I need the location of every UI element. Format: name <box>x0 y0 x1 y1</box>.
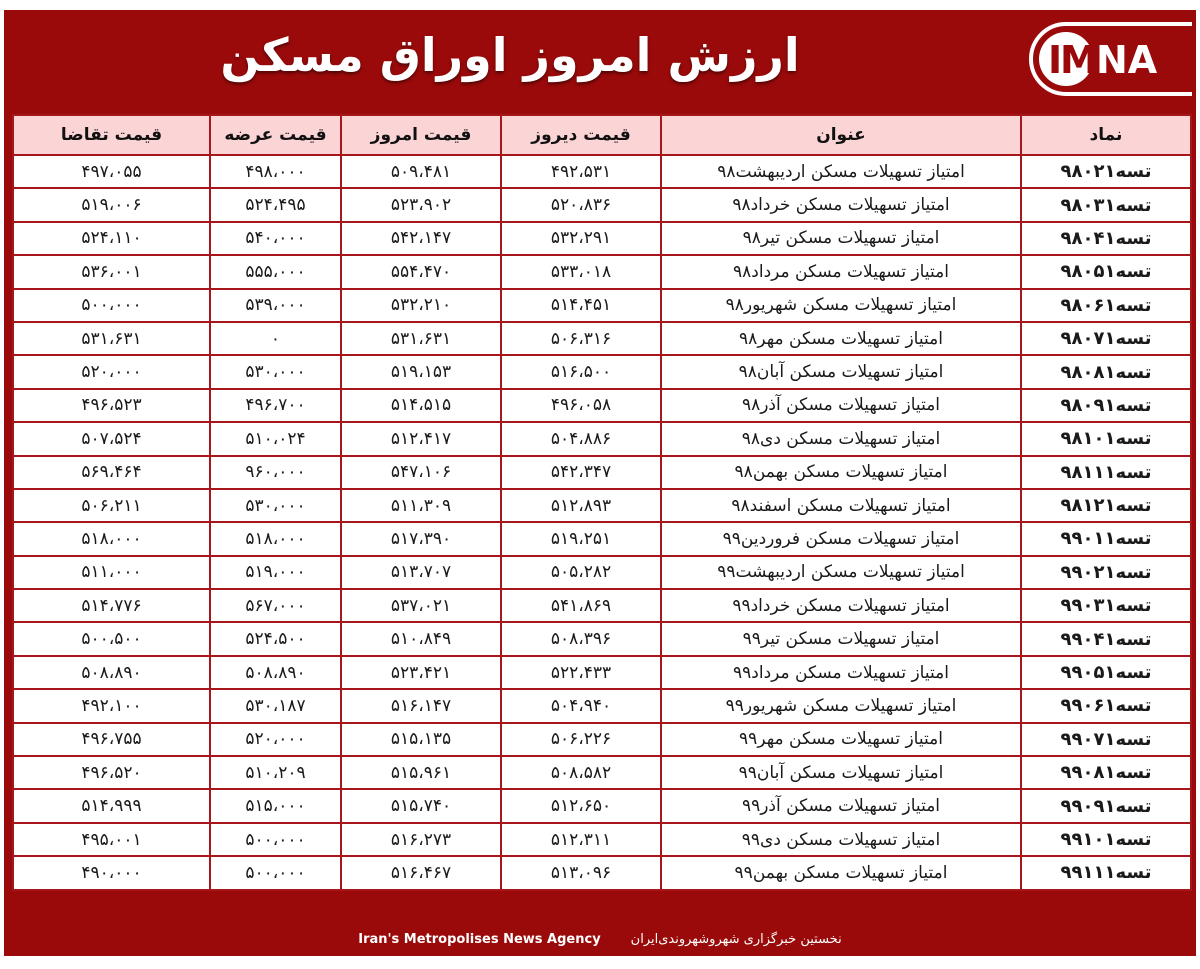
cell-symbol: تسه۹۸۰۸۱ <box>1021 355 1191 388</box>
cell-offer-price: ۵۲۴،۴۹۵ <box>210 188 341 221</box>
cell-bid-price: ۵۰۶،۲۱۱ <box>13 489 210 522</box>
table-row <box>13 522 1191 555</box>
svg-text:I: I <box>1048 38 1063 82</box>
cell-bid-price: ۵۶۹،۴۶۴ <box>13 456 210 489</box>
table-body <box>13 155 1191 890</box>
cell-bid-price: ۵۰۷،۵۲۴ <box>13 422 210 455</box>
infographic-frame <box>4 10 1196 956</box>
cell-symbol: تسه۹۸۰۲۱ <box>1021 155 1191 188</box>
table-row <box>13 289 1191 322</box>
cell-bid-price: ۵۱۴،۹۹۹ <box>13 789 210 822</box>
cell-offer-price: ۵۰۰،۰۰۰ <box>210 823 341 856</box>
svg-text:NA: NA <box>1096 38 1158 82</box>
table-row <box>13 188 1191 221</box>
cell-offer-price: ۴۹۸،۰۰۰ <box>210 155 341 188</box>
cell-bid-price: ۴۹۷،۰۵۵ <box>13 155 210 188</box>
cell-yesterday-price: ۵۰۵،۲۸۲ <box>501 556 661 589</box>
cell-offer-price: ۵۱۵،۰۰۰ <box>210 789 341 822</box>
cell-title: امتیاز تسهیلات مسکن بهمن۹۹ <box>661 856 1021 889</box>
cell-title: امتیاز تسهیلات مسکن مرداد۹۸ <box>661 255 1021 288</box>
table-row <box>13 789 1191 822</box>
cell-offer-price: ۵۱۹،۰۰۰ <box>210 556 341 589</box>
cell-today-price: ۵۱۶،۱۴۷ <box>341 689 501 722</box>
cell-yesterday-price: ۵۳۳،۰۱۸ <box>501 255 661 288</box>
cell-symbol: تسه۹۹۰۷۱ <box>1021 723 1191 756</box>
cell-offer-price: ۵۱۰،۰۲۴ <box>210 422 341 455</box>
cell-title: امتیاز تسهیلات مسکن آذر۹۸ <box>661 389 1021 422</box>
cell-title: امتیاز تسهیلات مسکن اردیبهشت۹۹ <box>661 556 1021 589</box>
cell-title: امتیاز تسهیلات مسکن اسفند۹۸ <box>661 489 1021 522</box>
cell-symbol: تسه۹۸۱۲۱ <box>1021 489 1191 522</box>
cell-yesterday-price: ۵۰۸،۳۹۶ <box>501 622 661 655</box>
cell-today-price: ۵۱۲،۴۱۷ <box>341 422 501 455</box>
bond-price-table <box>12 114 1192 891</box>
table-row <box>13 355 1191 388</box>
footer-english: Iran's Metropolises News Agency <box>358 931 601 947</box>
table-row <box>13 589 1191 622</box>
table-row <box>13 856 1191 889</box>
cell-yesterday-price: ۵۰۶،۳۱۶ <box>501 322 661 355</box>
cell-bid-price: ۵۲۰،۰۰۰ <box>13 355 210 388</box>
cell-offer-price: ۵۱۰،۲۰۹ <box>210 756 341 789</box>
cell-yesterday-price: ۵۱۹،۲۵۱ <box>501 522 661 555</box>
cell-title: امتیاز تسهیلات مسکن شهریور۹۹ <box>661 689 1021 722</box>
cell-offer-price: ۵۳۰،۰۰۰ <box>210 489 341 522</box>
cell-symbol: تسه۹۸۱۱۱ <box>1021 456 1191 489</box>
cell-title: امتیاز تسهیلات مسکن دی۹۹ <box>661 823 1021 856</box>
cell-yesterday-price: ۵۱۲،۳۱۱ <box>501 823 661 856</box>
cell-today-price: ۵۰۹،۴۸۱ <box>341 155 501 188</box>
cell-today-price: ۵۱۰،۸۴۹ <box>341 622 501 655</box>
cell-offer-price: ۵۱۸،۰۰۰ <box>210 522 341 555</box>
col-header-today-price: قیمت امروز <box>341 115 501 155</box>
cell-bid-price: ۵۰۸،۸۹۰ <box>13 656 210 689</box>
cell-today-price: ۵۴۲،۱۴۷ <box>341 222 501 255</box>
cell-bid-price: ۴۹۰،۰۰۰ <box>13 856 210 889</box>
cell-title: امتیاز تسهیلات مسکن مرداد۹۹ <box>661 656 1021 689</box>
bond-price-table-wrapper <box>12 114 1190 891</box>
cell-symbol: تسه۹۸۰۵۱ <box>1021 255 1191 288</box>
cell-offer-price: ۵۳۹،۰۰۰ <box>210 289 341 322</box>
cell-symbol: تسه۹۹۱۱۱ <box>1021 856 1191 889</box>
cell-yesterday-price: ۵۲۲،۴۳۳ <box>501 656 661 689</box>
cell-title: امتیاز تسهیلات مسکن تیر۹۸ <box>661 222 1021 255</box>
cell-symbol: تسه۹۹۰۱۱ <box>1021 522 1191 555</box>
table-row <box>13 155 1191 188</box>
cell-title: امتیاز تسهیلات مسکن دی۹۸ <box>661 422 1021 455</box>
footer-bar <box>4 922 1196 956</box>
cell-offer-price: ۵۰۰،۰۰۰ <box>210 856 341 889</box>
table-row <box>13 756 1191 789</box>
cell-symbol: تسه۹۸۱۰۱ <box>1021 422 1191 455</box>
col-header-offer-price: قیمت عرضه <box>210 115 341 155</box>
cell-title: امتیاز تسهیلات مسکن تیر۹۹ <box>661 622 1021 655</box>
cell-yesterday-price: ۵۱۲،۶۵۰ <box>501 789 661 822</box>
cell-offer-price: ۵۳۰،۱۸۷ <box>210 689 341 722</box>
cell-bid-price: ۵۲۴،۱۱۰ <box>13 222 210 255</box>
page-title: ارزش امروز اوراق مسکن <box>220 28 800 82</box>
col-header-symbol: نماد <box>1021 115 1191 155</box>
cell-symbol: تسه۹۹۰۲۱ <box>1021 556 1191 589</box>
cell-symbol: تسه۹۸۰۴۱ <box>1021 222 1191 255</box>
table-row <box>13 456 1191 489</box>
cell-bid-price: ۴۹۶،۷۵۵ <box>13 723 210 756</box>
cell-yesterday-price: ۴۹۶،۰۵۸ <box>501 389 661 422</box>
cell-today-price: ۵۳۷،۰۲۱ <box>341 589 501 622</box>
col-header-title: عنوان <box>661 115 1021 155</box>
cell-title: امتیاز تسهیلات مسکن خرداد۹۸ <box>661 188 1021 221</box>
cell-bid-price: ۵۱۸،۰۰۰ <box>13 522 210 555</box>
cell-symbol: تسه۹۸۰۶۱ <box>1021 289 1191 322</box>
cell-offer-price: ۵۶۷،۰۰۰ <box>210 589 341 622</box>
table-row <box>13 255 1191 288</box>
cell-today-price: ۵۱۱،۳۰۹ <box>341 489 501 522</box>
cell-yesterday-price: ۵۴۱،۸۶۹ <box>501 589 661 622</box>
cell-symbol: تسه۹۹۱۰۱ <box>1021 823 1191 856</box>
cell-today-price: ۵۲۳،۴۲۱ <box>341 656 501 689</box>
col-header-bid-price: قیمت تقاضا <box>13 115 210 155</box>
cell-title: امتیاز تسهیلات مسکن فروردین۹۹ <box>661 522 1021 555</box>
cell-today-price: ۵۳۲،۲۱۰ <box>341 289 501 322</box>
cell-yesterday-price: ۵۱۶،۵۰۰ <box>501 355 661 388</box>
cell-bid-price: ۵۰۰،۵۰۰ <box>13 622 210 655</box>
cell-yesterday-price: ۵۴۲،۳۴۷ <box>501 456 661 489</box>
cell-symbol: تسه۹۹۰۶۱ <box>1021 689 1191 722</box>
cell-today-price: ۵۱۵،۱۳۵ <box>341 723 501 756</box>
cell-offer-price: ۹۶۰،۰۰۰ <box>210 456 341 489</box>
cell-bid-price: ۴۹۶،۵۲۳ <box>13 389 210 422</box>
cell-today-price: ۵۴۷،۱۰۶ <box>341 456 501 489</box>
table-row <box>13 389 1191 422</box>
cell-title: امتیاز تسهیلات مسکن آذر۹۹ <box>661 789 1021 822</box>
table-row <box>13 656 1191 689</box>
cell-offer-price: ۰ <box>210 322 341 355</box>
table-row <box>13 322 1191 355</box>
cell-symbol: تسه۹۹۰۴۱ <box>1021 622 1191 655</box>
cell-symbol: تسه۹۹۰۹۱ <box>1021 789 1191 822</box>
cell-title: امتیاز تسهیلات مسکن مهر۹۸ <box>661 322 1021 355</box>
cell-today-price: ۵۱۴،۵۱۵ <box>341 389 501 422</box>
cell-yesterday-price: ۵۱۴،۴۵۱ <box>501 289 661 322</box>
cell-today-price: ۵۱۳،۷۰۷ <box>341 556 501 589</box>
cell-title: امتیاز تسهیلات مسکن مهر۹۹ <box>661 723 1021 756</box>
cell-title: امتیاز تسهیلات مسکن آبان۹۸ <box>661 355 1021 388</box>
cell-today-price: ۵۱۷،۳۹۰ <box>341 522 501 555</box>
table-row <box>13 723 1191 756</box>
cell-bid-price: ۴۹۲،۱۰۰ <box>13 689 210 722</box>
cell-symbol: تسه۹۸۰۳۱ <box>1021 188 1191 221</box>
cell-yesterday-price: ۴۹۲،۵۳۱ <box>501 155 661 188</box>
cell-yesterday-price: ۵۰۴،۸۸۶ <box>501 422 661 455</box>
cell-offer-price: ۵۴۰،۰۰۰ <box>210 222 341 255</box>
cell-today-price: ۵۱۵،۷۴۰ <box>341 789 501 822</box>
cell-symbol: تسه۹۸۰۷۱ <box>1021 322 1191 355</box>
cell-today-price: ۵۱۵،۹۶۱ <box>341 756 501 789</box>
cell-title: امتیاز تسهیلات مسکن اردیبهشت۹۸ <box>661 155 1021 188</box>
cell-bid-price: ۵۳۶،۰۰۱ <box>13 255 210 288</box>
cell-bid-price: ۵۱۱،۰۰۰ <box>13 556 210 589</box>
cell-bid-price: ۵۱۹،۰۰۶ <box>13 188 210 221</box>
table-row <box>13 489 1191 522</box>
cell-title: امتیاز تسهیلات مسکن شهریور۹۸ <box>661 289 1021 322</box>
cell-bid-price: ۵۰۰،۰۰۰ <box>13 289 210 322</box>
cell-yesterday-price: ۵۰۴،۹۴۰ <box>501 689 661 722</box>
cell-today-price: ۵۱۶،۴۶۷ <box>341 856 501 889</box>
cell-bid-price: ۵۱۴،۷۷۶ <box>13 589 210 622</box>
cell-title: امتیاز تسهیلات مسکن آبان۹۹ <box>661 756 1021 789</box>
cell-today-price: ۵۳۱،۶۳۱ <box>341 322 501 355</box>
cell-offer-price: ۵۵۵،۰۰۰ <box>210 255 341 288</box>
cell-title: امتیاز تسهیلات مسکن خرداد۹۹ <box>661 589 1021 622</box>
cell-yesterday-price: ۵۰۸،۵۸۲ <box>501 756 661 789</box>
cell-symbol: تسه۹۹۰۳۱ <box>1021 589 1191 622</box>
cell-yesterday-price: ۵۱۳،۰۹۶ <box>501 856 661 889</box>
cell-symbol: تسه۹۹۰۵۱ <box>1021 656 1191 689</box>
cell-offer-price: ۴۹۶،۷۰۰ <box>210 389 341 422</box>
cell-yesterday-price: ۵۱۲،۸۹۳ <box>501 489 661 522</box>
cell-bid-price: ۵۳۱،۶۳۱ <box>13 322 210 355</box>
header-banner <box>4 10 1196 114</box>
cell-bid-price: ۴۹۶،۵۲۰ <box>13 756 210 789</box>
cell-offer-price: ۵۳۰،۰۰۰ <box>210 355 341 388</box>
table-row <box>13 422 1191 455</box>
imna-logo-icon <box>1026 18 1192 100</box>
cell-offer-price: ۵۲۴،۵۰۰ <box>210 622 341 655</box>
table-header-row <box>13 115 1191 155</box>
table-row <box>13 689 1191 722</box>
table-row <box>13 622 1191 655</box>
svg-text:M: M <box>1060 38 1098 82</box>
footer-persian: نخستین خبرگزاری شهروشهروندی‌ایران <box>630 931 842 947</box>
table-row <box>13 222 1191 255</box>
cell-today-price: ۵۲۳،۹۰۲ <box>341 188 501 221</box>
cell-today-price: ۵۵۴،۴۷۰ <box>341 255 501 288</box>
cell-offer-price: ۵۲۰،۰۰۰ <box>210 723 341 756</box>
cell-offer-price: ۵۰۸،۸۹۰ <box>210 656 341 689</box>
cell-symbol: تسه۹۹۰۸۱ <box>1021 756 1191 789</box>
cell-yesterday-price: ۵۲۰،۸۳۶ <box>501 188 661 221</box>
cell-today-price: ۵۱۶،۲۷۳ <box>341 823 501 856</box>
col-header-yesterday-price: قیمت دیروز <box>501 115 661 155</box>
cell-title: امتیاز تسهیلات مسکن بهمن۹۸ <box>661 456 1021 489</box>
cell-bid-price: ۴۹۵،۰۰۱ <box>13 823 210 856</box>
table-row <box>13 556 1191 589</box>
cell-today-price: ۵۱۹،۱۵۳ <box>341 355 501 388</box>
table-row <box>13 823 1191 856</box>
cell-symbol: تسه۹۸۰۹۱ <box>1021 389 1191 422</box>
cell-yesterday-price: ۵۰۶،۲۲۶ <box>501 723 661 756</box>
cell-yesterday-price: ۵۳۲،۲۹۱ <box>501 222 661 255</box>
